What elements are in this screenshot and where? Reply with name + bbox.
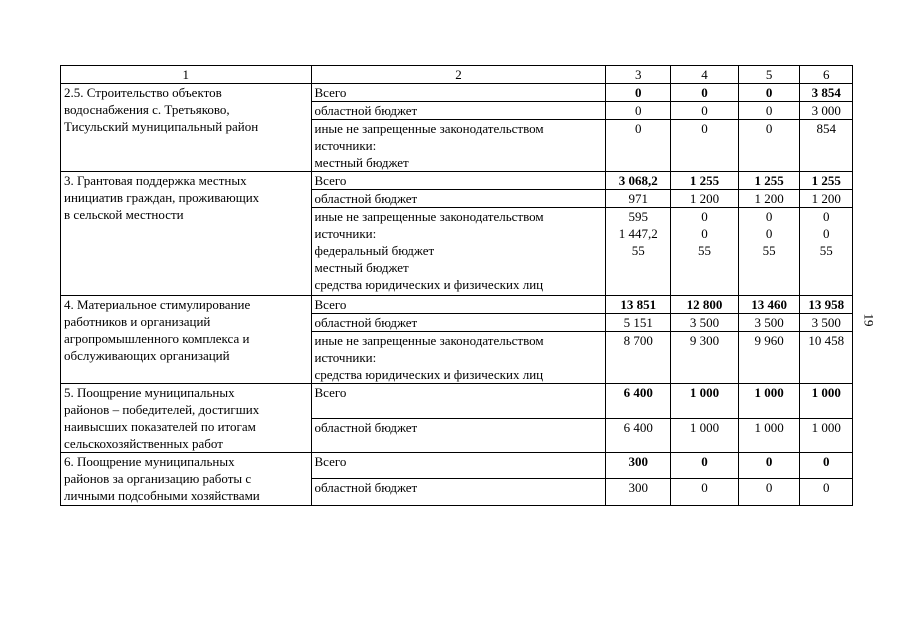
row-label: областной бюджет <box>311 479 606 506</box>
row-label <box>311 208 606 296</box>
row-label: областной бюджет <box>311 314 606 332</box>
value-cell: 8 700 <box>606 332 671 384</box>
title-line: 5. Поощрение муниципальных <box>64 385 235 400</box>
value-cell: 854 <box>800 120 853 172</box>
value-cell: 0 <box>606 120 671 172</box>
value-cell: 3 500 <box>738 314 800 332</box>
value-cell: 1 200 <box>738 190 800 208</box>
value-cell: 0 <box>671 120 739 172</box>
value-cell: 13 460 <box>738 296 800 314</box>
value-cell <box>606 208 671 296</box>
value-line: 0 <box>701 209 708 224</box>
value-line: 0 <box>701 226 708 241</box>
value-cell: 6 400 <box>606 418 671 453</box>
title-line: 4. Материальное стимулирование <box>64 297 251 312</box>
header-row <box>61 66 853 84</box>
section-5-total-row <box>61 384 853 419</box>
section-4-total-row <box>61 296 853 314</box>
value-cell: 3 854 <box>800 84 853 102</box>
value-cell: 1 000 <box>800 384 853 419</box>
value-cell: 0 <box>671 453 739 479</box>
row-label-line: местный бюджет <box>314 155 409 170</box>
row-label-line: средства юридических и физических лиц <box>314 277 544 292</box>
row-label <box>311 120 606 172</box>
value-cell: 1 000 <box>800 418 853 453</box>
value-cell: 300 <box>606 453 671 479</box>
column-header-4: 4 <box>671 66 739 84</box>
section-5-title <box>61 384 312 453</box>
section-4-title <box>61 296 312 384</box>
title-line: водоснабжения с. Третьяково, <box>64 102 230 117</box>
value-cell: 0 <box>671 102 739 120</box>
value-cell: 0 <box>800 453 853 479</box>
title-line: сельскохозяйственных работ <box>64 436 223 451</box>
value-line: 0 <box>822 226 830 241</box>
section-2-5-total-row <box>61 84 853 102</box>
row-label: областной бюджет <box>311 102 606 120</box>
row-label: Всего <box>311 172 606 190</box>
value-cell: 1 000 <box>671 418 739 453</box>
row-label-line: источники: <box>314 138 377 153</box>
title-line: личными подсобными хозяйствами <box>64 488 260 503</box>
value-line: 0 <box>822 209 830 224</box>
value-cell: 5 151 <box>606 314 671 332</box>
value-cell: 3 000 <box>800 102 853 120</box>
title-line: Тисульский муниципальный район <box>64 119 259 134</box>
value-cell: 9 300 <box>671 332 739 384</box>
title-line: инициатив граждан, проживающих <box>64 190 260 205</box>
row-label-line: иные не запрещенные законодательством <box>314 121 544 136</box>
row-label-line: федеральный бюджет <box>314 243 435 258</box>
value-cell: 3 500 <box>671 314 739 332</box>
value-line: 55 <box>631 243 645 258</box>
value-cell: 0 <box>800 479 853 506</box>
value-cell: 0 <box>671 479 739 506</box>
row-label-line: средства юридических и физических лиц <box>314 367 544 382</box>
value-line: 55 <box>697 243 711 258</box>
row-label: областной бюджет <box>311 190 606 208</box>
value-cell: 1 000 <box>671 384 739 419</box>
value-line: 0 <box>765 226 773 241</box>
value-line: 55 <box>762 243 776 258</box>
row-label: Всего <box>311 384 606 419</box>
value-cell: 1 255 <box>738 172 800 190</box>
section-3-total-row <box>61 172 853 190</box>
title-line: работников и организаций <box>64 314 211 329</box>
column-header-2: 2 <box>311 66 606 84</box>
value-line: 0 <box>765 209 773 224</box>
value-cell: 1 255 <box>671 172 739 190</box>
section-3-title <box>61 172 312 296</box>
section-6-total-row <box>61 453 853 479</box>
row-label: областной бюджет <box>311 418 606 453</box>
value-cell: 1 200 <box>671 190 739 208</box>
value-cell: 3 068,2 <box>606 172 671 190</box>
value-cell: 0 <box>671 84 739 102</box>
value-cell: 6 400 <box>606 384 671 419</box>
row-label-line: источники: <box>314 226 377 241</box>
row-label: Всего <box>311 453 606 479</box>
value-cell: 3 500 <box>800 314 853 332</box>
title-line: 3. Грантовая поддержка местных <box>64 173 247 188</box>
value-cell <box>738 208 800 296</box>
row-label <box>311 332 606 384</box>
value-cell: 13 958 <box>800 296 853 314</box>
row-label-line: иные не запрещенные законодательством <box>314 333 544 348</box>
value-line: 55 <box>819 243 833 258</box>
value-cell <box>671 208 739 296</box>
value-cell: 0 <box>738 479 800 506</box>
value-cell: 0 <box>738 120 800 172</box>
title-line: 6. Поощрение муниципальных <box>64 454 235 469</box>
section-6-title <box>61 453 312 506</box>
value-cell: 0 <box>738 102 800 120</box>
page-number: 19 <box>861 313 877 327</box>
budget-table <box>60 65 853 506</box>
value-cell: 10 458 <box>800 332 853 384</box>
value-cell: 0 <box>738 84 800 102</box>
value-cell: 1 000 <box>738 384 800 419</box>
column-header-6: 6 <box>800 66 853 84</box>
row-label-line: иные не запрещенные законодательством <box>314 209 544 224</box>
row-label: Всего <box>311 84 606 102</box>
title-line: в сельской местности <box>64 207 184 222</box>
value-cell: 9 960 <box>738 332 800 384</box>
title-line: районов за организацию работы с <box>64 471 252 486</box>
value-cell: 12 800 <box>671 296 739 314</box>
value-cell: 13 851 <box>606 296 671 314</box>
value-cell: 1 255 <box>800 172 853 190</box>
title-line: агропромышленного комплекса и <box>64 331 250 346</box>
value-cell: 971 <box>606 190 671 208</box>
value-line: 595 <box>628 209 649 224</box>
title-line: обслуживающих организаций <box>64 348 230 363</box>
value-line: 1 447,2 <box>618 226 658 241</box>
title-line: районов – победителей, достигших <box>64 402 260 417</box>
title-line: наивысших показателей по итогам <box>64 419 256 434</box>
row-label-line: источники: <box>314 350 377 365</box>
section-2-5-title <box>61 84 312 172</box>
row-label-line: местный бюджет <box>314 260 409 275</box>
row-label: Всего <box>311 296 606 314</box>
column-header-1: 1 <box>61 66 312 84</box>
column-header-3: 3 <box>606 66 671 84</box>
value-cell: 0 <box>606 102 671 120</box>
value-cell: 1 000 <box>738 418 800 453</box>
value-cell: 300 <box>606 479 671 506</box>
value-cell: 0 <box>738 453 800 479</box>
column-header-5: 5 <box>738 66 800 84</box>
value-cell: 0 <box>606 84 671 102</box>
title-line: 2.5. Строительство объектов <box>64 85 222 100</box>
value-cell <box>800 208 853 296</box>
value-cell: 1 200 <box>800 190 853 208</box>
